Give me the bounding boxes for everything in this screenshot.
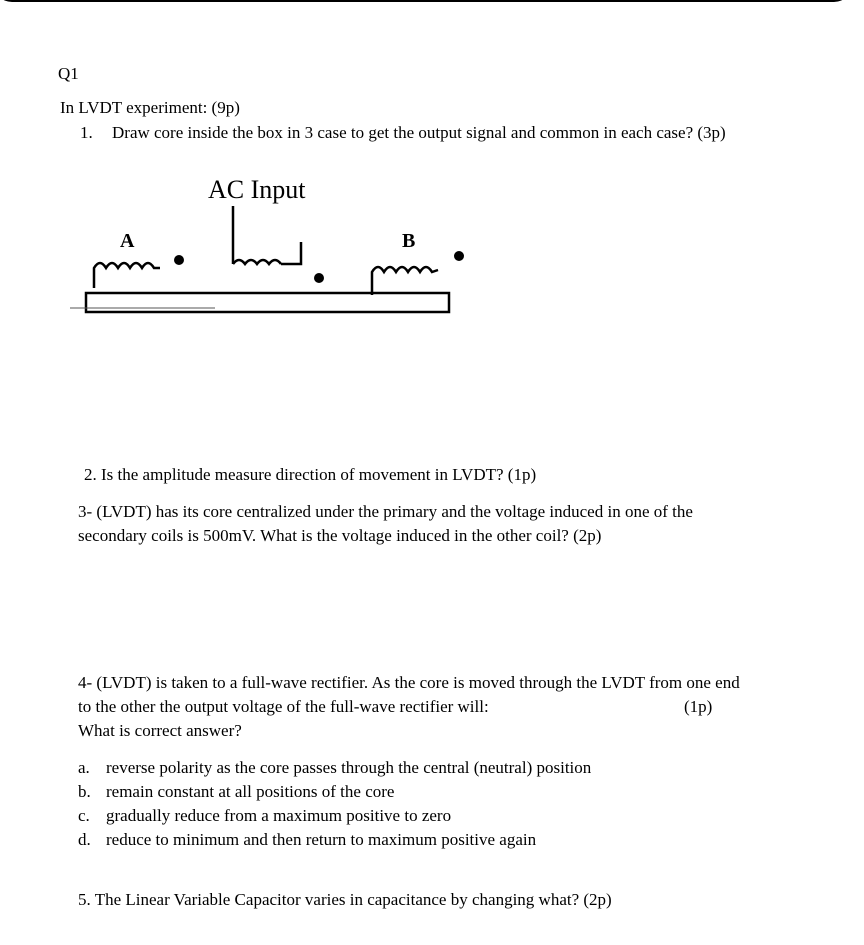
option-letter: c. [78,806,90,825]
question-1-text: Draw core inside the box in 3 case to get the output signal and common in each case? (3p) [112,123,726,142]
secondary-coil-a [94,263,160,288]
option-b[interactable] [78,782,394,802]
question-3-line-2: secondary coils is 500mV. What is the voltage induced in the other coil? (2p) [78,526,602,545]
question-1-number: 1. [80,123,93,142]
page-border-frame [0,0,852,2]
option-a[interactable] [78,758,591,778]
option-text: remain constant at all positions of the core [106,782,395,801]
question-4-line-1: 4- (LVDT) is taken to a full-wave rectifier. As the core is moved through the LVDT from one end [78,673,740,692]
terminal-dot-a [174,255,184,265]
primary-coil [233,206,301,264]
option-text: reduce to minimum and then return to maximum positive again [106,830,537,849]
option-letter: a. [78,758,90,777]
lvdt-diagram [60,170,480,320]
intro-text: In LVDT experiment: (9p) [60,98,240,117]
option-text: reverse polarity as the core passes through the central (neutral) position [106,758,592,777]
option-d[interactable] [78,830,536,850]
question-4-points: (1p) [684,697,713,716]
terminal-dot-primary [314,273,324,283]
option-letter: d. [78,830,91,849]
terminal-dot-b [454,251,464,261]
ac-input-label: AC Input [208,175,306,204]
question-4-line-2: to the other the output voltage of the full-wave rectifier will: [78,697,489,716]
option-text: gradually reduce from a maximum positive to zero [106,806,452,825]
coil-a-label: A [120,230,135,252]
question-label: Q1 [58,64,79,83]
question-5-text: 5. The Linear Variable Capacitor varies in capacitance by changing what? (2p) [78,890,612,909]
secondary-coil-b [372,267,438,295]
option-letter: b. [78,782,91,801]
question-4-line-3: What is correct answer? [78,721,242,740]
coil-b-label: B [402,230,416,252]
option-c[interactable] [78,806,451,826]
question-2-text: 2. Is the amplitude measure direction of movement in LVDT? (1p) [84,465,537,484]
core-box[interactable] [86,293,449,312]
question-3-line-1: 3- (LVDT) has its core centralized under the primary and the voltage induced in one of the [78,502,693,521]
